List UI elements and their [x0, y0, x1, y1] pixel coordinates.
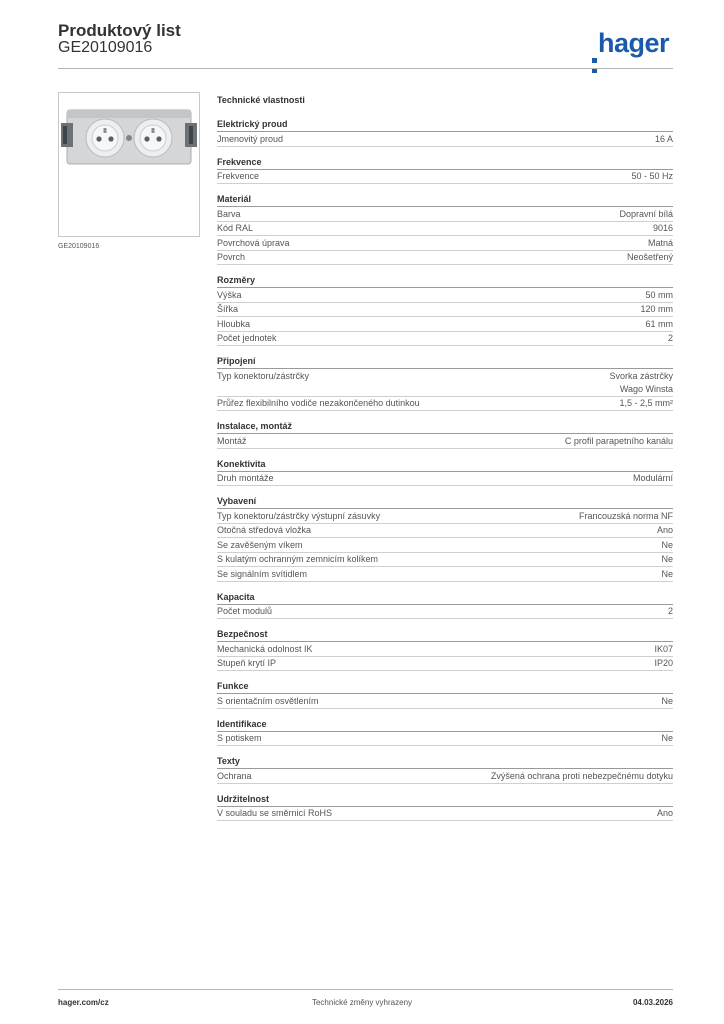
- spec-value: [640, 303, 673, 316]
- spec-value: [668, 605, 673, 618]
- spec-row: [217, 769, 673, 784]
- spec-groups: [217, 117, 673, 821]
- technical-specs: [217, 92, 673, 829]
- spec-group: [217, 494, 673, 582]
- footer-website-link[interactable]: hager.com/cz: [58, 998, 109, 1007]
- spec-value: [661, 553, 673, 566]
- spec-group-title: Připojení: [217, 354, 673, 369]
- spec-value: [655, 133, 673, 146]
- spec-row: [217, 207, 673, 222]
- spec-row: [217, 642, 673, 657]
- spec-label: Jmenovitý proud: [217, 133, 284, 144]
- spec-value: [619, 397, 673, 410]
- spec-value: [661, 695, 673, 708]
- spec-value-line: 9016: [652, 223, 673, 233]
- spec-value-line: Zvýšená ochrana proti nebezpečnému dotyku: [490, 770, 673, 781]
- product-image: [58, 92, 200, 237]
- spec-row: [217, 251, 673, 266]
- spec-row: [217, 332, 673, 347]
- spec-group-title: Funkce: [217, 679, 673, 694]
- spec-value: [645, 318, 673, 331]
- spec-label: Frekvence: [217, 171, 260, 181]
- spec-label: Počet modulů: [217, 606, 273, 616]
- header-divider: [58, 68, 673, 69]
- spec-value: [653, 222, 673, 235]
- spec-label: Povrch: [217, 252, 246, 262]
- spec-label: S kulatým ochranným zemnicím kolíkem: [217, 554, 379, 564]
- spec-label: Se signálním svítidlem: [217, 568, 308, 579]
- spec-group: [217, 192, 673, 265]
- spec-value: [657, 524, 673, 537]
- spec-value-line: Ne: [661, 554, 673, 564]
- spec-label: Mechanická odolnost IK: [217, 643, 313, 654]
- spec-value: [661, 732, 673, 745]
- spec-row: [217, 553, 673, 568]
- spec-row: [217, 567, 673, 582]
- spec-value: [579, 510, 673, 523]
- spec-value-line: Wago Winsta: [619, 383, 673, 394]
- spec-label: Povrchová úprava: [217, 237, 290, 248]
- spec-value-line: Ne: [661, 733, 673, 743]
- spec-value: [565, 435, 673, 448]
- spec-label: Typ konektoru/zástrčky výstupní zásuvky: [217, 510, 381, 521]
- spec-row: [217, 288, 673, 303]
- spec-value-line: C profil parapetního kanálu: [564, 435, 673, 446]
- spec-row: [217, 317, 673, 332]
- spec-label: Barva: [217, 208, 241, 219]
- spec-row: [217, 236, 673, 251]
- spec-value-line: Ne: [661, 539, 673, 550]
- spec-row: [217, 807, 673, 822]
- footer-date: 04.03.2026: [632, 998, 673, 1007]
- spec-value-line: Ano: [656, 525, 673, 535]
- spec-value-line: 120 mm: [640, 304, 673, 314]
- spec-row: [217, 472, 673, 487]
- spec-value: [631, 170, 673, 183]
- spec-group: [217, 419, 673, 449]
- spec-row: [217, 732, 673, 747]
- logo-text: hager: [598, 28, 670, 58]
- spec-value: [657, 807, 673, 820]
- spec-row: [217, 303, 673, 318]
- spec-group: [217, 273, 673, 346]
- spec-group-title: Frekvence: [217, 155, 673, 170]
- spec-value: [648, 237, 673, 250]
- spec-value: [668, 332, 673, 345]
- spec-value: [633, 472, 673, 485]
- spec-group-title: Rozměry: [217, 273, 673, 288]
- spec-value: [491, 770, 673, 783]
- spec-value-line: 50 mm: [645, 289, 673, 300]
- spec-label: Šířka: [217, 304, 239, 314]
- spec-row: [217, 132, 673, 147]
- spec-group: [217, 155, 673, 185]
- specs-heading: Technické vlastnosti: [217, 95, 305, 105]
- spec-group-title: Materiál: [217, 192, 673, 207]
- spec-value: [609, 370, 673, 396]
- spec-row: [217, 397, 673, 412]
- spec-label: S orientačním osvětlením: [217, 695, 319, 706]
- spec-label: Počet jednotek: [217, 333, 277, 343]
- footer-disclaimer: Technické změny vyhrazeny: [311, 998, 413, 1007]
- spec-group-title: Kapacita: [217, 590, 673, 605]
- spec-row: [217, 605, 673, 620]
- spec-label: Stupeň krytí IP: [217, 658, 277, 668]
- spec-label: Průřez flexibilního vodiče nezakončeného dutinkou: [217, 398, 420, 408]
- spec-label: Typ konektoru/zástrčky: [217, 370, 310, 381]
- spec-label: Druh montáže: [217, 473, 274, 483]
- spec-row: [217, 170, 673, 185]
- spec-group: [217, 117, 673, 147]
- spec-value-line: Ano: [656, 808, 673, 818]
- spec-value: [645, 289, 673, 302]
- spec-row: [217, 657, 673, 672]
- spec-value-line: Neošetřený: [626, 252, 673, 262]
- socket-outlet-image: [59, 93, 199, 236]
- spec-value-line: Svorka zástrčky: [609, 370, 673, 381]
- spec-group: [217, 590, 673, 620]
- spec-label: Výška: [217, 289, 242, 300]
- spec-row: [217, 694, 673, 709]
- spec-label: Ochrana: [217, 770, 252, 781]
- spec-value-line: 2: [667, 606, 673, 616]
- product-code: GE20109016: [58, 39, 153, 56]
- spec-value: [619, 208, 673, 221]
- spec-group-title: Identifikace: [217, 717, 673, 732]
- spec-label: Se zavěšeným víkem: [217, 539, 303, 550]
- spec-row: [217, 369, 673, 397]
- spec-group-title: Konektivita: [217, 457, 673, 472]
- spec-row: [217, 524, 673, 539]
- spec-row: [217, 509, 673, 524]
- spec-value-line: Matná: [647, 237, 673, 248]
- spec-value: [661, 539, 673, 552]
- spec-value-line: Ne: [661, 568, 673, 579]
- spec-group: [217, 717, 673, 747]
- page-title: Produktový list: [58, 21, 181, 40]
- hager-logo[interactable]: [592, 28, 669, 59]
- spec-group-title: Instalace, montáž: [217, 419, 673, 434]
- spec-value-line: IP20: [654, 658, 673, 668]
- spec-row: [217, 222, 673, 237]
- spec-group: [217, 457, 673, 487]
- spec-group: [217, 627, 673, 671]
- spec-group: [217, 354, 673, 411]
- spec-value-line: 16 A: [654, 133, 673, 144]
- spec-label: Hloubka: [217, 318, 251, 329]
- footer-divider: [58, 989, 673, 990]
- spec-label: Kód RAL: [217, 223, 254, 233]
- spec-value: [654, 657, 673, 670]
- spec-value-line: Francouzská norma NF: [578, 510, 673, 521]
- spec-value: [654, 643, 673, 656]
- spec-value-line: Ne: [661, 695, 673, 706]
- spec-group-title: Udržitelnost: [217, 792, 673, 807]
- spec-group: [217, 679, 673, 709]
- spec-group: [217, 754, 673, 784]
- spec-value-line: 1,5 - 2,5 mm²: [619, 398, 673, 408]
- spec-label: V souladu se směrnicí RoHS: [217, 808, 333, 818]
- spec-value-line: IK07: [654, 643, 673, 654]
- image-caption: GE20109016: [58, 243, 100, 250]
- spec-value: [661, 568, 673, 581]
- spec-value-line: 61 mm: [645, 318, 673, 329]
- spec-value: [627, 251, 673, 264]
- spec-value-line: 50 - 50 Hz: [631, 171, 673, 181]
- spec-value-line: Dopravní bílá: [619, 208, 673, 219]
- spec-value-line: Modulární: [632, 473, 673, 483]
- spec-group-title: Texty: [217, 754, 673, 769]
- spec-label: S potiskem: [217, 733, 262, 743]
- spec-value-line: 2: [667, 333, 673, 343]
- spec-label: Montáž: [217, 435, 247, 446]
- spec-group: [217, 792, 673, 822]
- spec-group-title: Bezpečnost: [217, 627, 673, 642]
- spec-group-title: Elektrický proud: [217, 117, 673, 132]
- spec-group-title: Vybavení: [217, 494, 673, 509]
- spec-row: [217, 538, 673, 553]
- spec-row: [217, 434, 673, 449]
- spec-label: Otočná středová vložka: [217, 525, 312, 535]
